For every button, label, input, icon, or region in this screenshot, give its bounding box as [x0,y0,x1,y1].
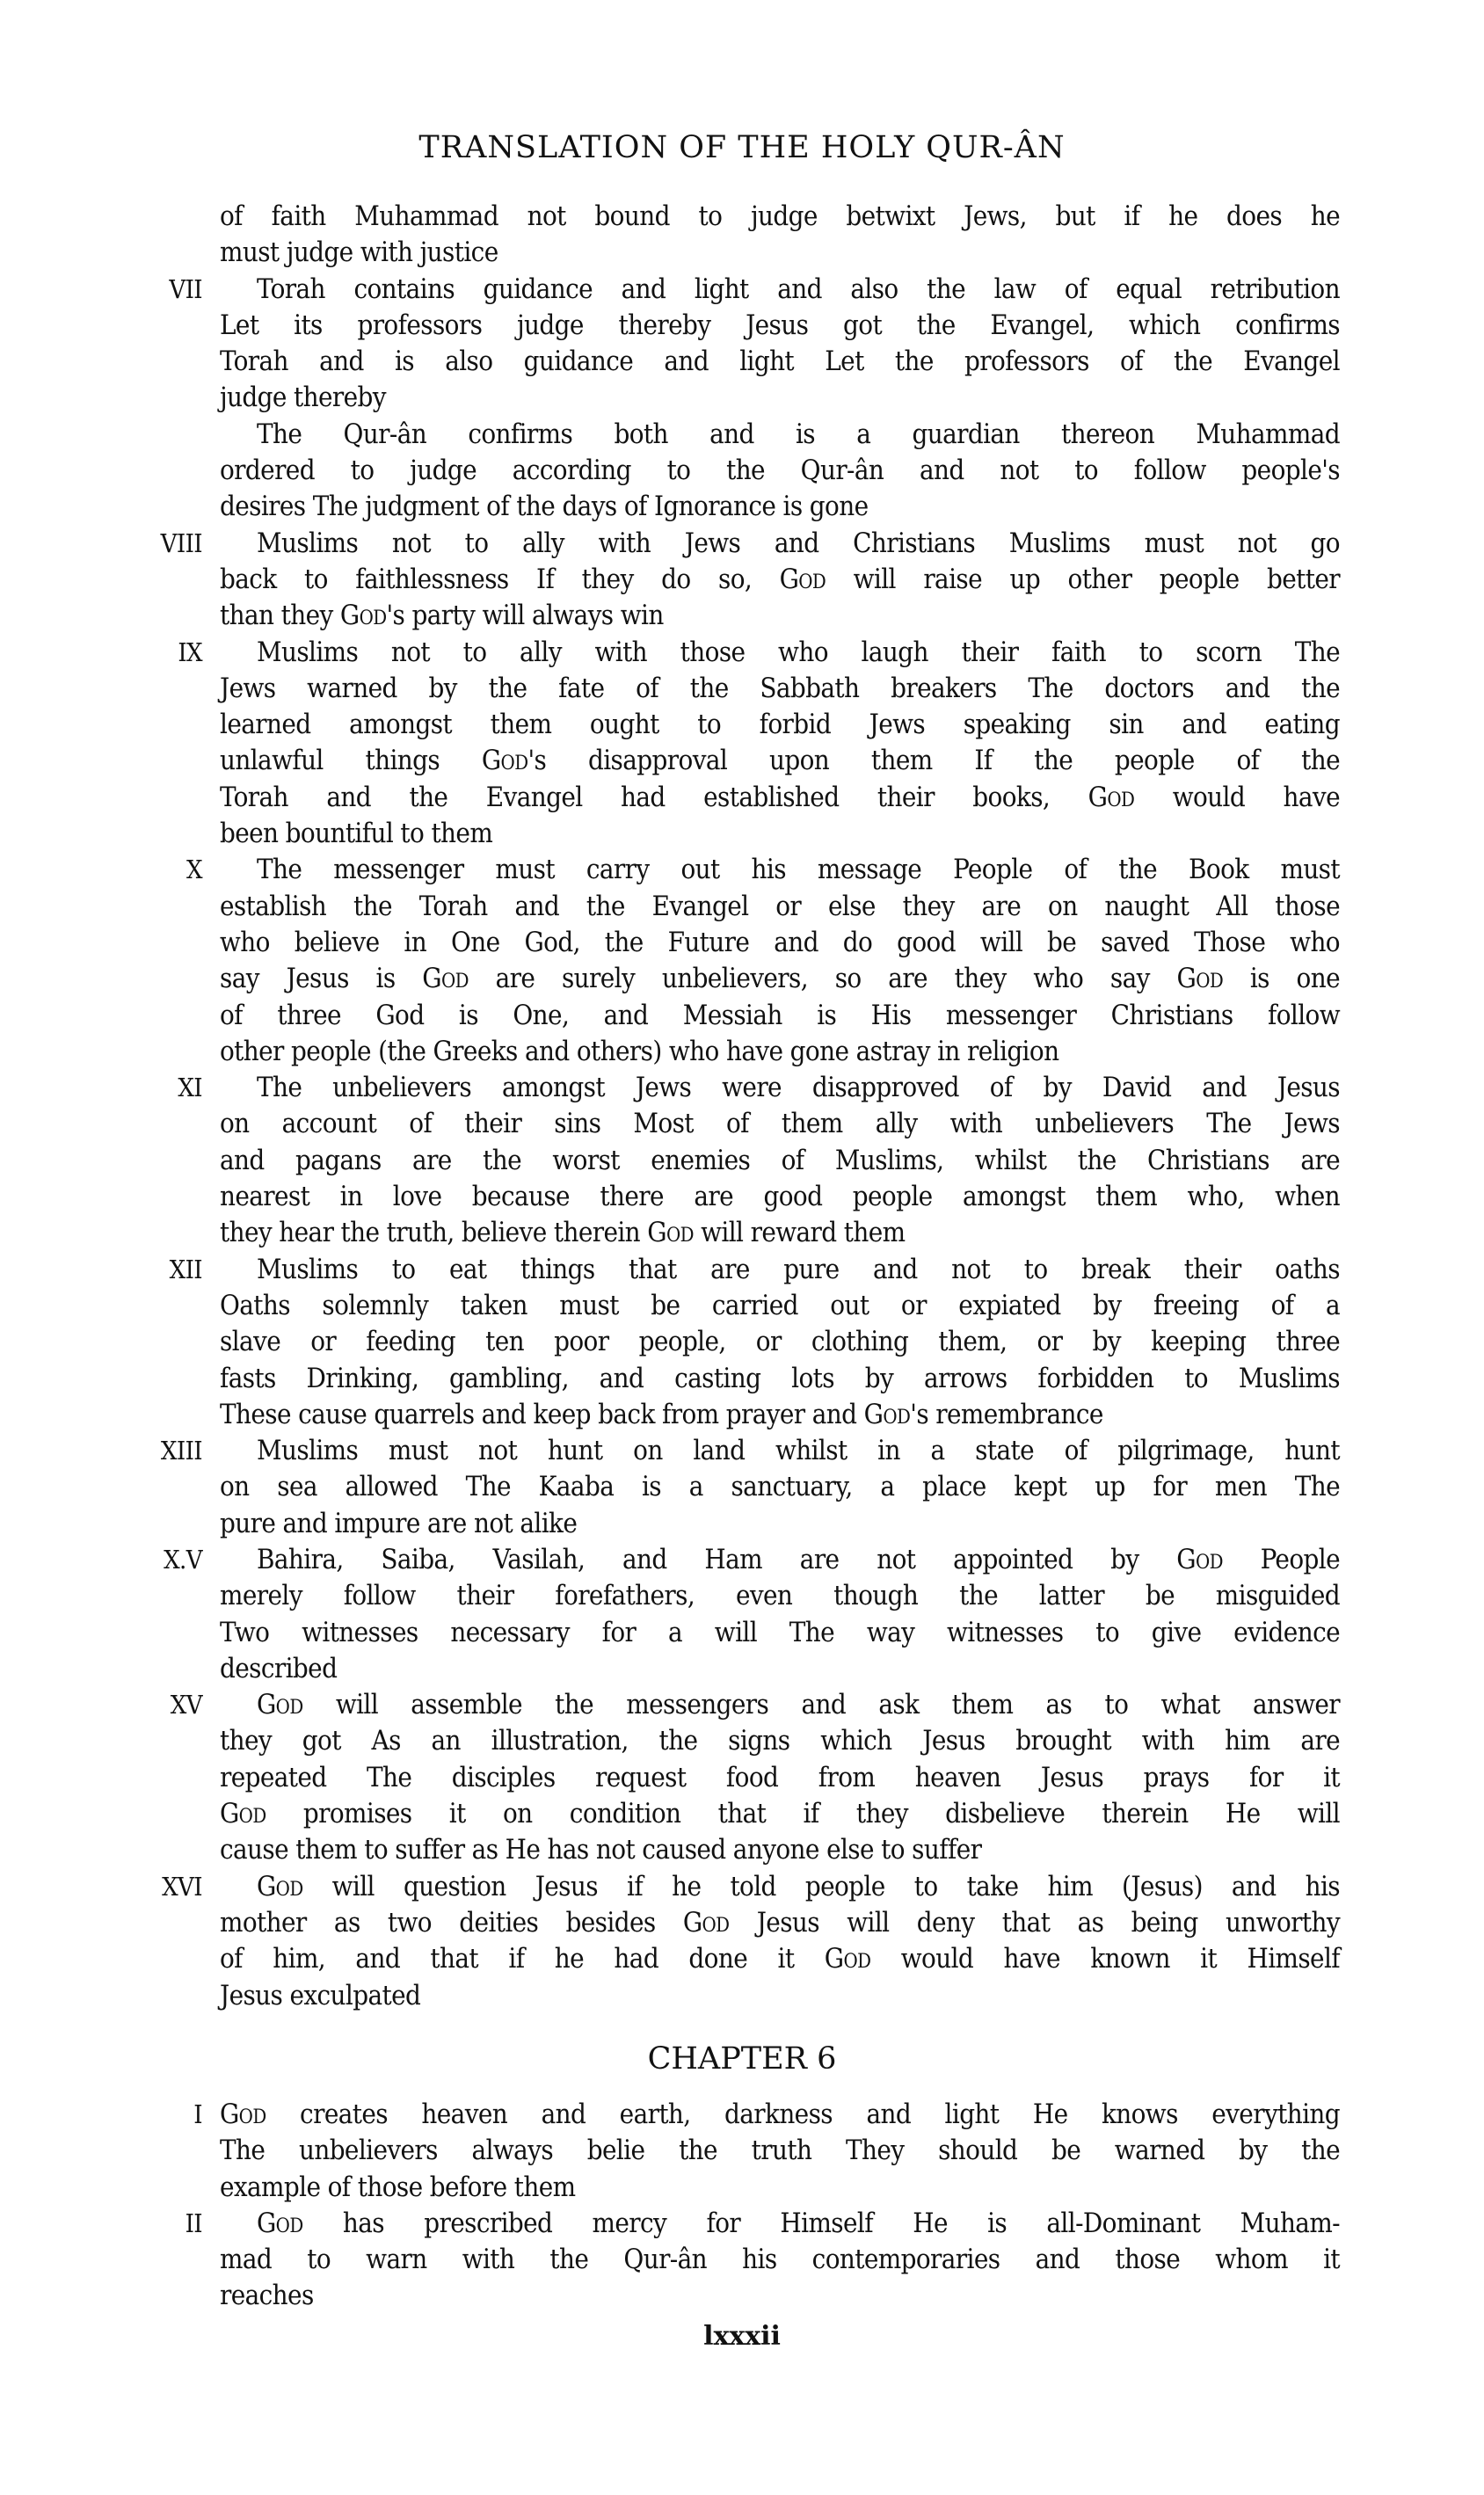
text-line: must judge with justice [220,236,498,269]
running-head: TRANSLATION OF THE HOLY QUR-ÂN [418,130,1066,165]
text-line: Muslims to eat things that are pure and not to break their oaths XII [220,1252,1340,1288]
text-line: Let its professors judge thereby Jesus got the Evangel, which confirms [220,309,1340,341]
god-small-caps: God [779,563,826,595]
text-line: of three God is One, and Messiah is His messenger Christians follow [220,999,1340,1031]
text-line: reaches [220,2280,314,2312]
god-small-caps: God [824,1943,871,1975]
chapter-heading: CHAPTER 6 [647,2041,837,2077]
god-small-caps: God [422,963,469,995]
god-small-caps: God [1088,781,1135,813]
text-line: repeated The disciples request food from heaven Jesus prays for it [220,1761,1340,1793]
god-small-caps: God [220,1798,266,1830]
text-line: Oaths solemnly taken must be carried out or expiated by freeing of a [220,1289,1340,1321]
text-line: say Jesus is God are surely unbelievers, so are they who say God is one [220,963,1340,995]
text-line: Muslims must not hunt on land whilst in a state of pilgrimage, hunt XIII [220,1433,1340,1469]
text-line: nearest in love because there are good people amongst them who, when [220,1181,1340,1213]
text-line: Muslims not to ally with those who laugh their faith to scorn The IX [220,635,1340,671]
text-line: mad to warn with the Qur-ân his contemporaries and those whom it [220,2244,1340,2276]
text-line: Torah and the Evangel had established their books, God would have [220,781,1340,813]
text-line: example of those before them [220,2171,576,2203]
text-line: desires The judgment of the days of Ignorance is gone [220,491,869,523]
text-line: on sea allowed The Kaaba is a sanctuary, a place kept up for men The [220,1471,1340,1503]
text-line: The unbelievers always belie the truth They should be warned by the [220,2135,1340,2167]
god-small-caps: God [863,1398,911,1430]
section-numeral: IX [178,636,202,667]
text-line: The messenger must carry out his message People of the Book must X [220,852,1340,888]
god-small-caps: God [257,2207,303,2239]
god-small-caps: God [257,1870,303,1902]
god-small-caps: God [647,1217,694,1249]
text-line: of faith Muhammad not bound to judge betwixt Jews, but if he does he [220,200,1340,232]
god-small-caps: God [339,600,387,632]
section-numeral: I [193,2099,202,2129]
section-numeral: XIII [160,1436,202,1466]
text-line: unlawful things God's disapproval upon them If the people of the [220,745,1340,777]
section-numeral: II [185,2208,202,2238]
text-line: slave or feeding ten poor people, or clothing them, or by keeping three [220,1326,1340,1358]
text-line: establish the Torah and the Evangel or else they are on naught All those [220,890,1340,922]
text-line: Torah contains guidance and light and also the law of equal retribution VII [220,272,1340,308]
text-line: pure and impure are not alike [220,1507,578,1539]
text-line: fasts Drinking, gambling, and casting lots by arrows forbidden to Muslims [220,1362,1340,1394]
text-line: other people (the Greeks and others) who have gone astray in religion [220,1035,1059,1067]
text-line: Torah and is also guidance and light Let the professors of the Evangel [220,346,1340,378]
god-small-caps: God [682,1906,730,1939]
text-line: and pagans are the worst enemies of Muslims, whilst the Christians are [220,1144,1340,1176]
chapter-6-summary [185,2097,1340,2315]
text-line: Jesus exculpated [220,1979,421,2011]
text-line: merely follow their forefathers, even though the latter be misguided [220,1580,1340,1612]
section-numeral: XVI [162,1871,202,1902]
god-small-caps: God [1176,1543,1223,1575]
text-line: God will question Jesus if he told people to take him (Jesus) and his XVI [220,1869,1340,1905]
text-line: who believe in One God, the Future and do good will be saved Those who [220,926,1340,958]
god-small-caps: God [1176,963,1224,995]
section-numeral: X [186,855,202,885]
text-line: they got As an illustration, the signs which Jesus brought with him are [220,1725,1340,1757]
text-line: ordered to judge according to the Qur-ân and not to follow people's [220,455,1340,487]
text-line: Muslims not to ally with Jews and Christians Muslims must not go VIII [220,526,1340,562]
text-line: of him, and that if he had done it God would have known it Himself [220,1943,1340,1975]
text-line: God has prescribed mercy for Himself He is all-Dominant Muham- II [220,2206,1340,2242]
page-number: lxxxii [703,2321,781,2352]
text-line: learned amongst them ought to forbid Jews speaking sin and eating [220,709,1340,741]
chapter-5-summary [160,199,1341,2014]
god-small-caps: God [220,2099,266,2130]
section-numeral: VIII [160,527,202,558]
text-line: than they God's party will always win [220,600,664,632]
text-line: been bountiful to them [220,818,493,850]
text-line: God promises it on condition that if they disbelieve therein He will [220,1798,1340,1830]
text-line: cause them to suffer as He has not caused anyone else to suffer [220,1834,982,1866]
text-line: judge thereby [220,382,386,414]
god-small-caps: God [257,1689,303,1721]
section-numeral: X.V [164,1544,202,1575]
text-line: Two witnesses necessary for a will The way witnesses to give evidence [220,1616,1340,1648]
text-line: described [220,1652,338,1684]
section-numeral: VII [169,273,202,304]
text-line: Jews warned by the fate of the Sabbath breakers The doctors and the [220,672,1340,704]
text-line: Bahira, Saiba, Vasilah, and Ham are not appointed by God People X.V [220,1542,1340,1578]
section-numeral: XII [169,1254,202,1284]
text-line: These cause quarrels and keep back from prayer and God's remembrance [220,1398,1103,1430]
text-line: on account of their sins Most of them ally with unbelievers The Jews [220,1108,1340,1140]
text-line: God creates heaven and earth, darkness and light He knows everything I [220,2097,1340,2133]
text-line: mother as two deities besides God Jesus will deny that as being unworthy [220,1906,1341,1939]
section-numeral: XI [178,1073,202,1103]
text-line: they hear the truth, believe therein God will reward them [220,1217,906,1249]
god-small-caps: God [481,745,528,777]
text-line: The Qur-ân confirms both and is a guardian thereon Muhammad [257,418,1340,450]
section-numeral: XV [170,1690,202,1720]
text-line: back to faithlessness If they do so, God will raise up other people better [220,563,1340,595]
text-line: God will assemble the messengers and ask them as to what answer XV [220,1687,1340,1723]
text-line: The unbelievers amongst Jews were disapproved of by David and Jesus XI [220,1070,1340,1106]
